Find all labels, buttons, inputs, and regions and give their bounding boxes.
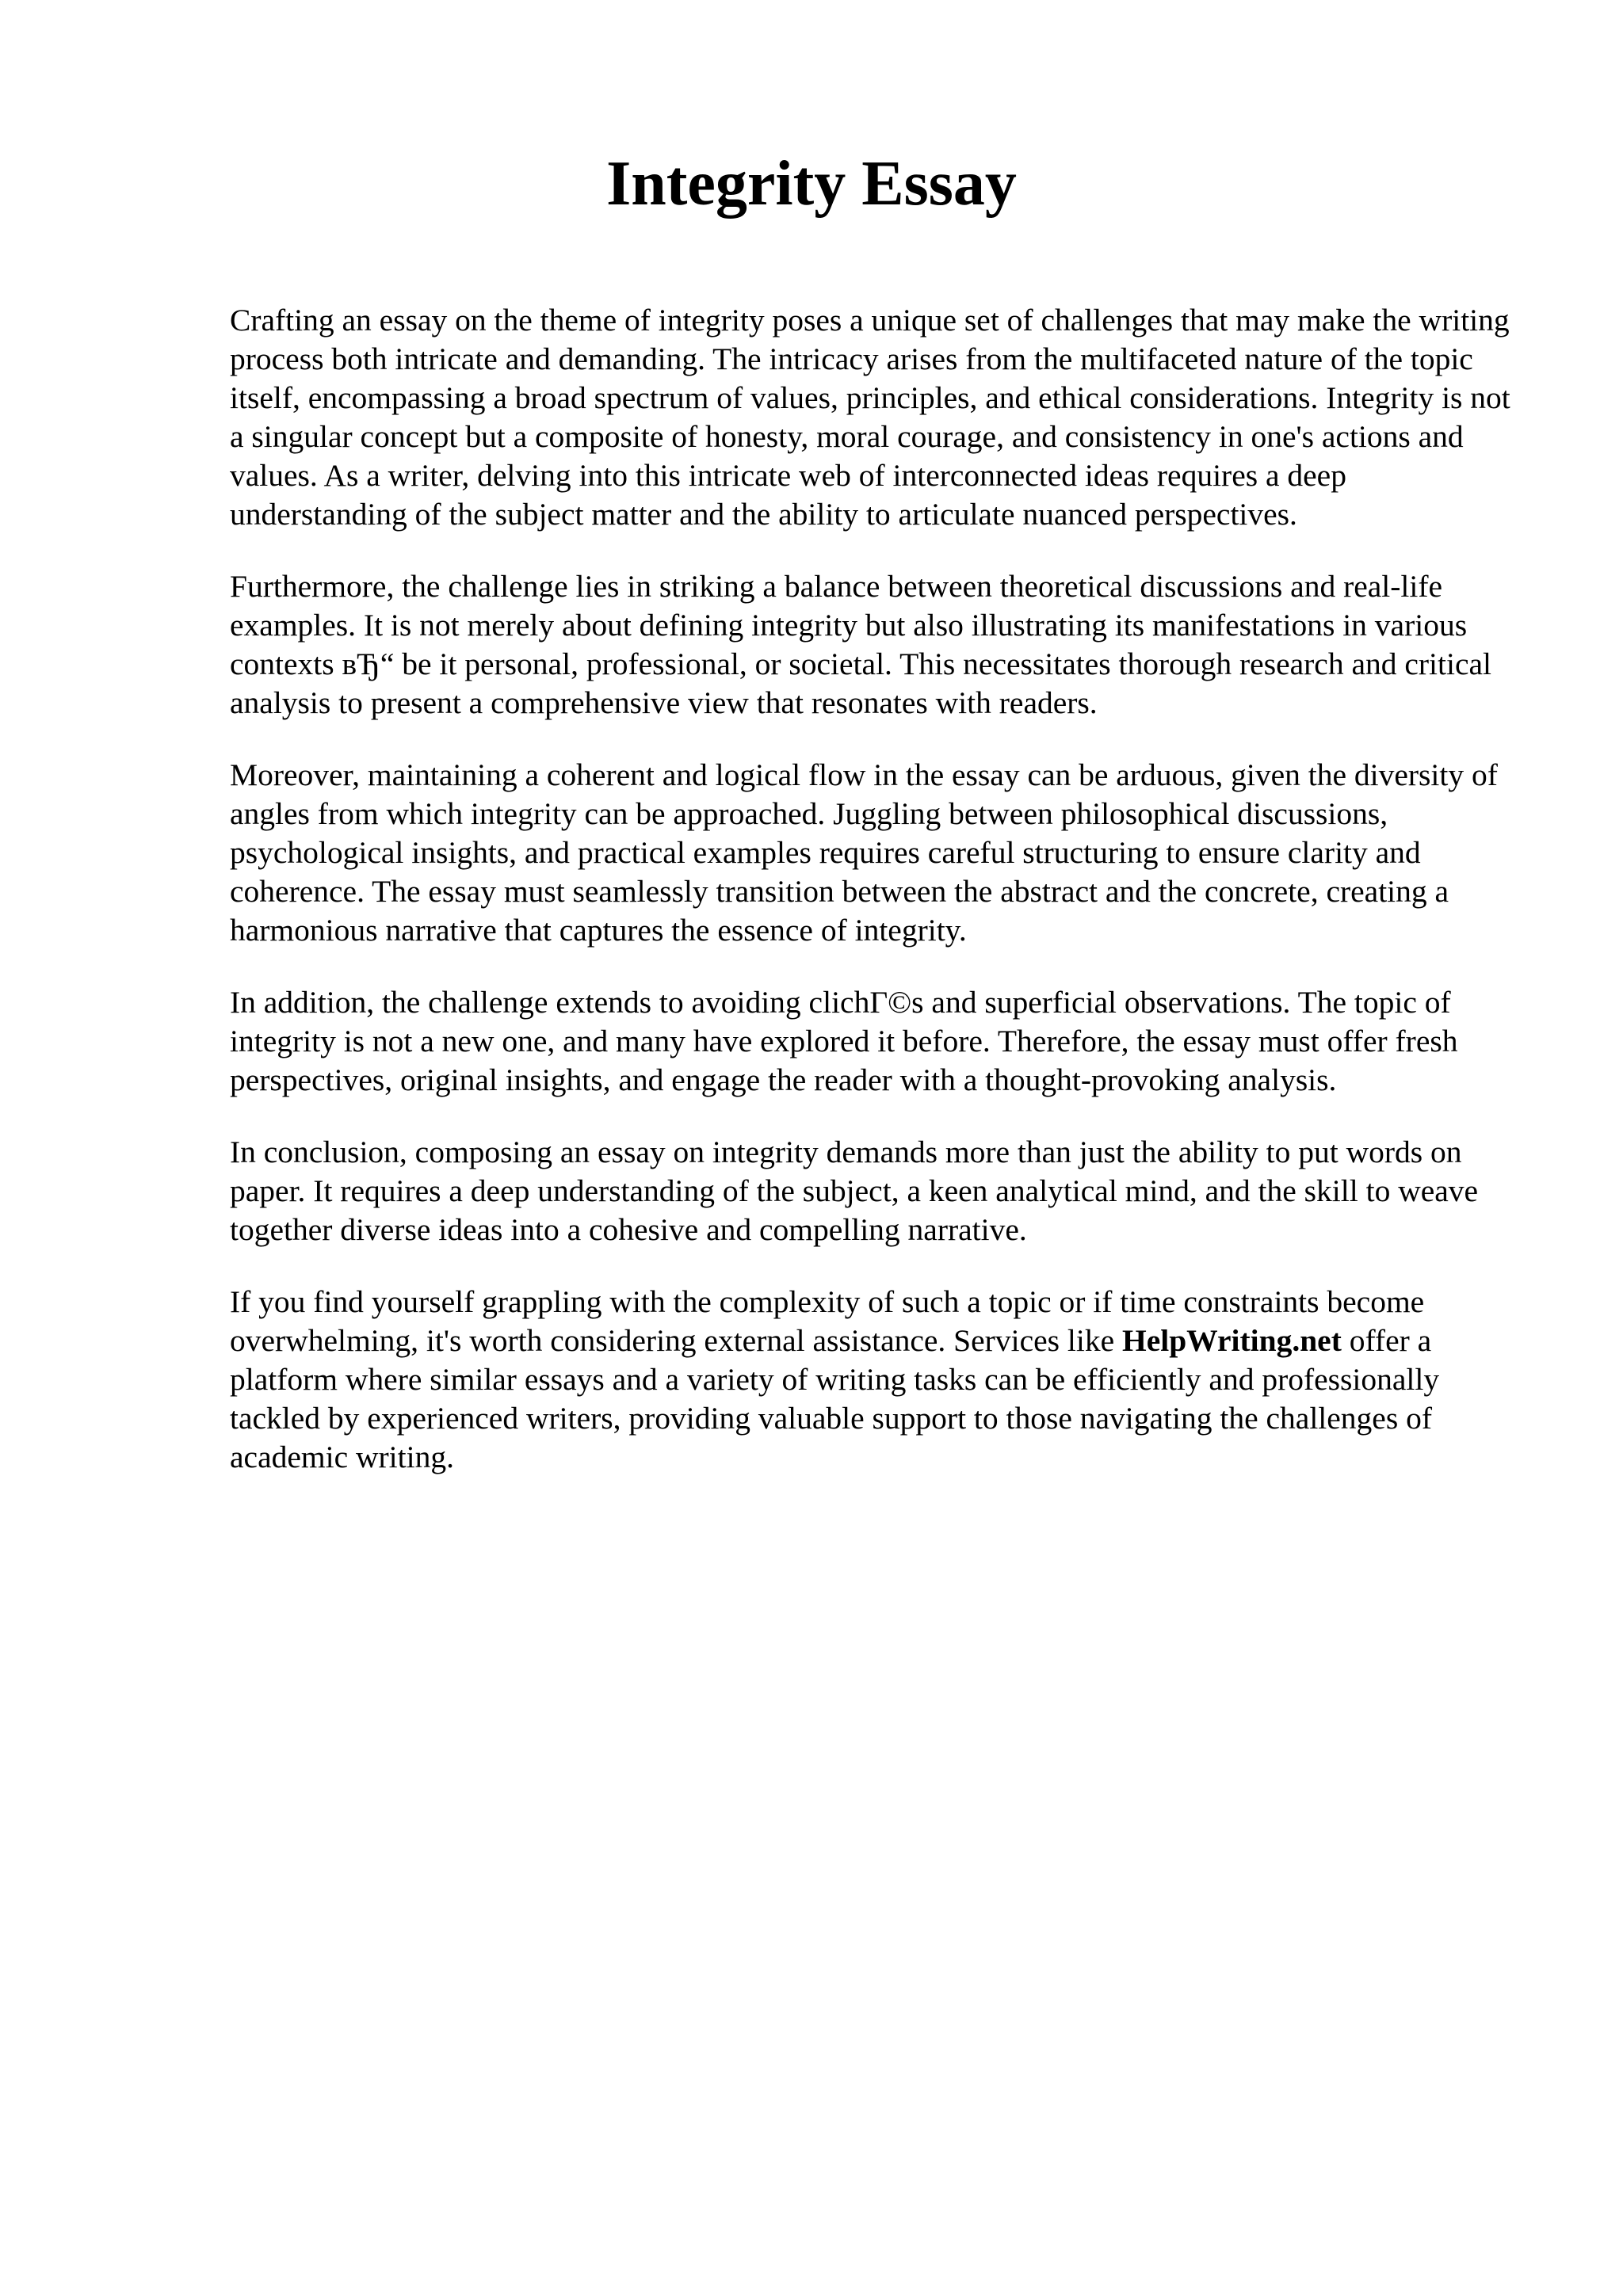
- paragraph-2: Furthermore, the challenge lies in striking a balance between theoretical discussions and real-life examples. It is not merely about defining integrity but also illustrating its manifestations in various contexts вЂ“ be it personal, professional, or societal. This necessitates thorough research and critical analysis to present a comprehensive view that resonates with readers.: [230, 569, 1491, 720]
- brand-link[interactable]: HelpWriting.net: [1121, 1323, 1342, 1358]
- paragraph-6: [230, 1283, 1514, 1477]
- paragraph-6-after: offer a platform where similar essays and a variety of writing tasks can be efficiently and professionally tackled by experienced writers, providing valuable support to those navigating the challenges of academic writing.: [230, 1323, 1440, 1474]
- paragraph-4: In addition, the challenge extends to avoiding clichГ©s and superficial observations. The topic of integrity is not a new one, and many have explored it before. Therefore, the essay must offer fresh perspectives, original insights, and engage the reader with a thought-provoking analysis.: [230, 985, 1458, 1097]
- paragraph-6-before: If you find yourself grappling with the complexity of such a topic or if time constraints become overwhelming, it's worth considering external assistance. Services like: [230, 1284, 1425, 1358]
- paragraph-3: Moreover, maintaining a coherent and logical flow in the essay can be arduous, given the diversity of angles from which integrity can be approached. Juggling between philosophical discussions, psychological insights, and practical examples requires careful structuring to ensure clarity and coherence. The essay must seamlessly transition between the abstract and the concrete, creating a harmonious narrative that captures the essence of integrity.: [230, 757, 1498, 948]
- page-title: Integrity Essay: [606, 149, 1017, 219]
- paragraph-5: In conclusion, composing an essay on integrity demands more than just the ability to put words on paper. It requires a deep understanding of the subject, a keen analytical mind, and the skill to weave together diverse ideas into a cohesive and compelling narrative.: [230, 1135, 1479, 1247]
- paragraph-1: Crafting an essay on the theme of integrity poses a unique set of challenges that may make the writing process both intricate and demanding. The intricacy arises from the multifaceted nature of the topic itself, encompassing a broad spectrum of values, principles, and ethical considerations. Integrity is not a singular concept but a composite of honesty, moral courage, and consistency in one's actions and values. As a writer, delving into this intricate web of interconnected ideas requires a deep understanding of the subject matter and the ability to articulate nuanced perspectives.: [230, 303, 1510, 532]
- essay-body: [230, 301, 1514, 1510]
